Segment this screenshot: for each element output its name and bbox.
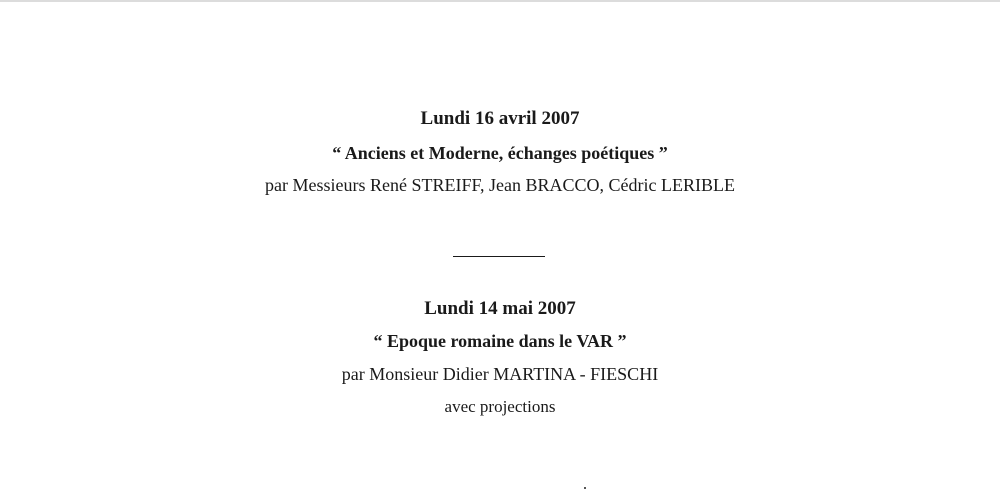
scan-speck (584, 487, 586, 489)
event-2-speakers: par Monsieur Didier MARTINA - FIESCHI (341, 364, 659, 384)
event-2-date: Lundi 14 mai 2007 (424, 298, 576, 319)
event-1-speakers: par Messieurs René STREIFF, Jean BRACCO, Cédric LERIBLE (264, 175, 735, 195)
top-edge-rule (0, 0, 1000, 2)
event-1-date: Lundi 16 avril 2007 (420, 108, 580, 129)
section-separator (453, 256, 545, 257)
event-2-title: “ Epoque romaine dans le VAR ” (373, 331, 627, 351)
event-2-note: avec projections (444, 397, 556, 416)
event-1-title: “ Anciens et Moderne, échanges poétiques ” (332, 143, 668, 163)
